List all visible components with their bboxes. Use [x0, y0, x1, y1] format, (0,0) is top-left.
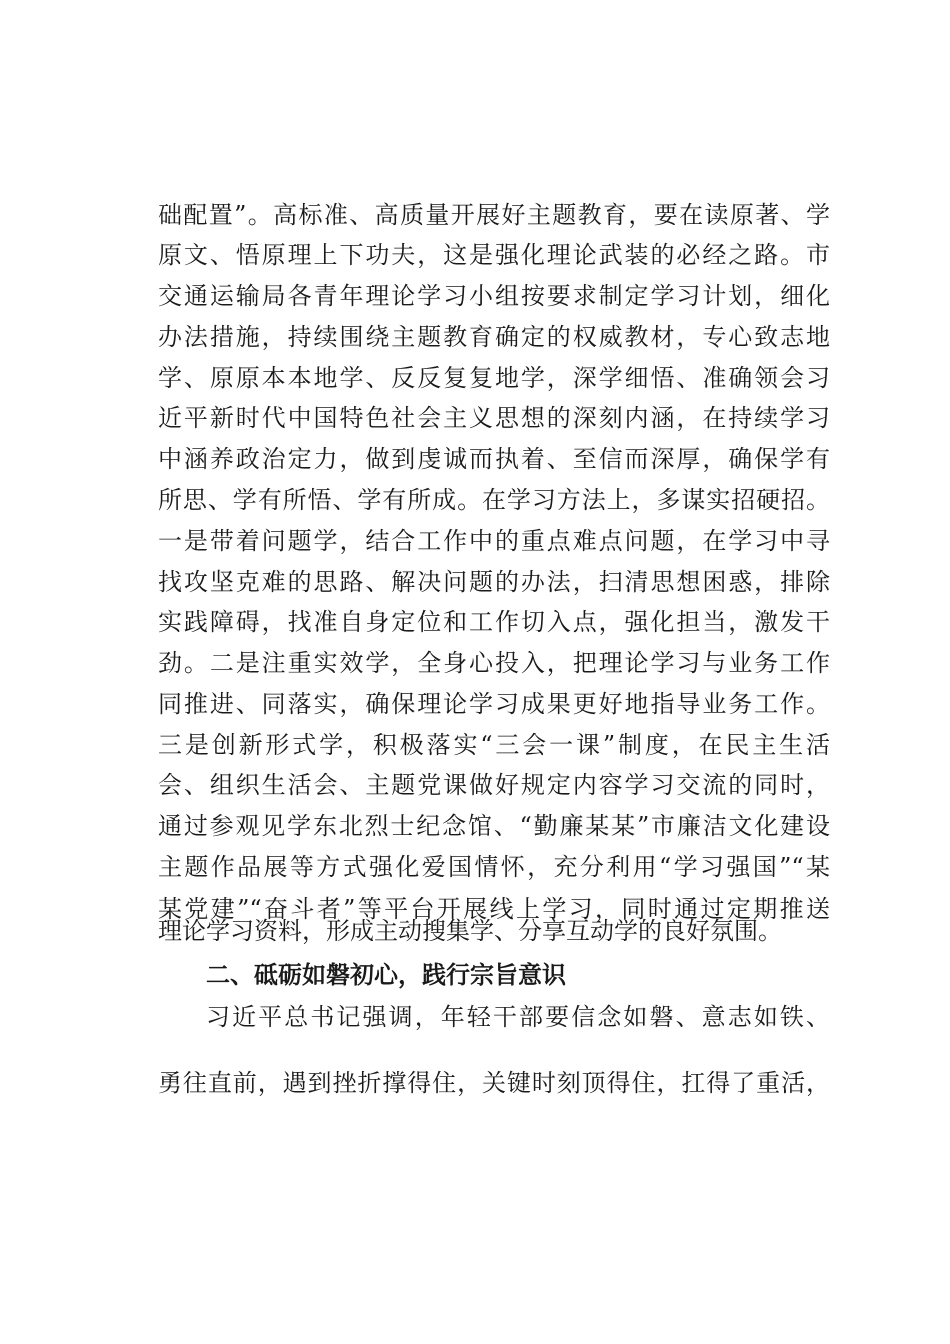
body-text-line: 一是带着问题学，结合工作中的重点难点问题，在学习中寻 — [158, 527, 830, 555]
body-text-line: 习近平总书记强调，年轻干部要信念如磐、意志如铁、 — [206, 1003, 830, 1031]
body-text-line: 近平新时代中国特色社会主义思想的深刻内涵，在持续学习 — [158, 404, 830, 432]
body-text-line: 学、原原本本地学、反反复复地学，深学细悟、准确领会习 — [158, 364, 830, 392]
body-text-line: 会、组织生活会、主题党课做好规定内容学习交流的同时， — [158, 771, 830, 799]
body-text-line: 某党建”“奋斗者”等平台开展线上学习，同时通过定期推送 — [158, 895, 830, 923]
body-text-line: 主题作品展等方式强化爱国情怀，充分利用“学习强国”“某 — [158, 853, 830, 881]
section-heading: 二、砥砺如磐初心，践行宗旨意识 — [206, 961, 566, 989]
body-text-line: 同推进、同落实，确保理论学习成果更好地指导业务工作。 — [158, 690, 830, 718]
body-text-line: 所思、学有所悟、学有所成。在学习方法上，多谋实招硬招。 — [158, 486, 830, 514]
body-text-line: 理论学习资料，形成主动搜集学、分享互动学的良好氛围。 — [158, 917, 782, 945]
body-text-line: 交通运输局各青年理论学习小组按要求制定学习计划，细化 — [158, 282, 830, 310]
body-text-line: 础配置”。高标准、高质量开展好主题教育，要在读原著、学 — [158, 201, 830, 229]
body-text-line: 办法措施，持续围绕主题教育确定的权威教材，专心致志地 — [158, 323, 830, 351]
body-text-line: 实践障碍，找准自身定位和工作切入点，强化担当，激发干 — [158, 608, 830, 636]
body-text-line: 中涵养政治定力，做到虔诚而执着、至信而深厚，确保学有 — [158, 445, 830, 473]
body-text-line: 劲。二是注重实效学，全身心投入，把理论学习与业务工作 — [158, 649, 830, 677]
body-text-line: 勇往直前，遇到挫折撑得住，关键时刻顶得住，扛得了重活， — [158, 1069, 830, 1097]
body-text-line: 通过参观见学东北烈士纪念馆、“勤廉某某”市廉洁文化建设 — [158, 812, 830, 840]
body-text-line: 三是创新形式学，积极落实“三会一课”制度，在民主生活 — [158, 731, 830, 759]
body-text-line: 找攻坚克难的思路、解决问题的办法，扫清思想困惑，排除 — [158, 568, 830, 596]
body-text-line: 原文、悟原理上下功夫，这是强化理论武装的必经之路。市 — [158, 241, 830, 269]
